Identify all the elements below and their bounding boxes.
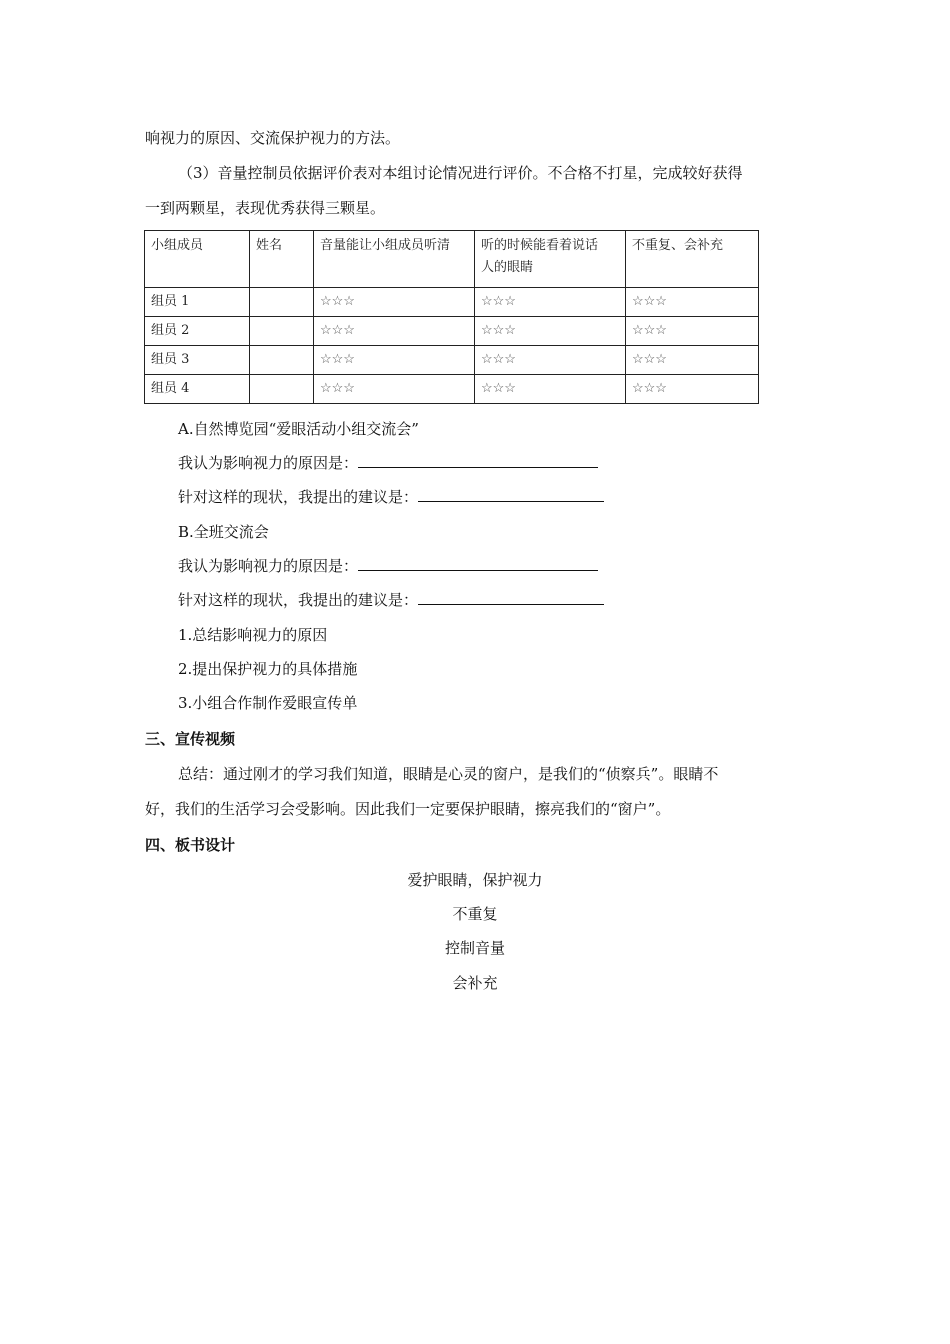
evaluation-table (144, 230, 759, 404)
header-listening-line1: 听的时候能看着说话 (481, 238, 599, 253)
header-volume: 音量能让小组成员听清 (314, 231, 475, 288)
cell-name (250, 317, 314, 346)
summary-line2: 好，我们的生活学习会受影响。因此我们一定要保护眼睛，擦亮我们的“窗户”。 (145, 800, 671, 818)
table-row (145, 288, 759, 317)
cell-stars: ☆☆☆ (626, 317, 759, 346)
cell-stars: ☆☆☆ (314, 288, 475, 317)
section-a-reason-label: 我认为影响视力的原因是： (178, 454, 359, 472)
summary-line1: 总结：通过刚才的学习我们知道，眼睛是心灵的窗户，是我们的“侦察兵”。眼睛不 (178, 765, 719, 783)
header-name: 姓名 (250, 231, 314, 288)
section-a-reason (178, 453, 598, 473)
reason-answer-blank[interactable] (358, 556, 598, 571)
section-a-suggestion (178, 487, 604, 507)
cell-stars: ☆☆☆ (475, 375, 626, 404)
section-4-heading: 四、板书设计 (145, 836, 236, 854)
section-3-heading: 三、宣传视频 (145, 730, 236, 748)
section-a-title: A.自然博览园“爱眼活动小组交流会” (178, 420, 419, 438)
board-item: 不重复 (452, 905, 498, 923)
board-item: 控制音量 (444, 939, 505, 957)
board-item: 会补充 (452, 974, 498, 992)
section-b-suggestion (178, 590, 604, 610)
table-row (145, 375, 759, 404)
cell-member: 组员 4 (145, 375, 250, 404)
table-row (145, 317, 759, 346)
section-a-suggestion-label: 针对这样的现状，我提出的建议是： (178, 488, 419, 506)
header-listening (475, 231, 626, 288)
cell-name (250, 375, 314, 404)
cell-stars: ☆☆☆ (475, 317, 626, 346)
cell-name (250, 288, 314, 317)
cell-stars: ☆☆☆ (626, 346, 759, 375)
board-title: 爱护眼睛，保护视力 (407, 871, 543, 889)
header-member: 小组成员 (145, 231, 250, 288)
cell-stars: ☆☆☆ (626, 375, 759, 404)
reason-answer-blank[interactable] (358, 453, 598, 468)
cell-stars: ☆☆☆ (314, 375, 475, 404)
cell-stars: ☆☆☆ (314, 346, 475, 375)
cell-stars: ☆☆☆ (475, 346, 626, 375)
suggestion-answer-blank[interactable] (418, 590, 604, 605)
header-supplement: 不重复、会补充 (626, 231, 759, 288)
cell-stars: ☆☆☆ (475, 288, 626, 317)
cell-stars: ☆☆☆ (314, 317, 475, 346)
list-item: 3.小组合作制作爱眼宣传单 (178, 694, 358, 712)
cell-member: 组员 2 (145, 317, 250, 346)
paragraph-evaluation-line2: 一到两颗星，表现优秀获得三颗星。 (145, 199, 386, 217)
paragraph-intro-end: 响视力的原因、交流保护视力的方法。 (145, 129, 401, 147)
cell-stars: ☆☆☆ (626, 288, 759, 317)
section-b-reason (178, 556, 598, 576)
cell-member: 组员 3 (145, 346, 250, 375)
section-b-title: B.全班交流会 (178, 523, 269, 541)
table-row (145, 346, 759, 375)
cell-member: 组员 1 (145, 288, 250, 317)
suggestion-answer-blank[interactable] (418, 487, 604, 502)
header-listening-line2: 人的眼睛 (481, 260, 534, 275)
list-item: 2.提出保护视力的具体措施 (178, 660, 358, 678)
table-header-row (145, 231, 759, 288)
section-b-reason-label: 我认为影响视力的原因是： (178, 557, 359, 575)
section-b-suggestion-label: 针对这样的现状，我提出的建议是： (178, 591, 419, 609)
cell-name (250, 346, 314, 375)
paragraph-evaluation-line1: （3）音量控制员依据评价表对本组讨论情况进行评价。不合格不打星，完成较好获得 (178, 164, 743, 182)
list-item: 1.总结影响视力的原因 (178, 626, 328, 644)
